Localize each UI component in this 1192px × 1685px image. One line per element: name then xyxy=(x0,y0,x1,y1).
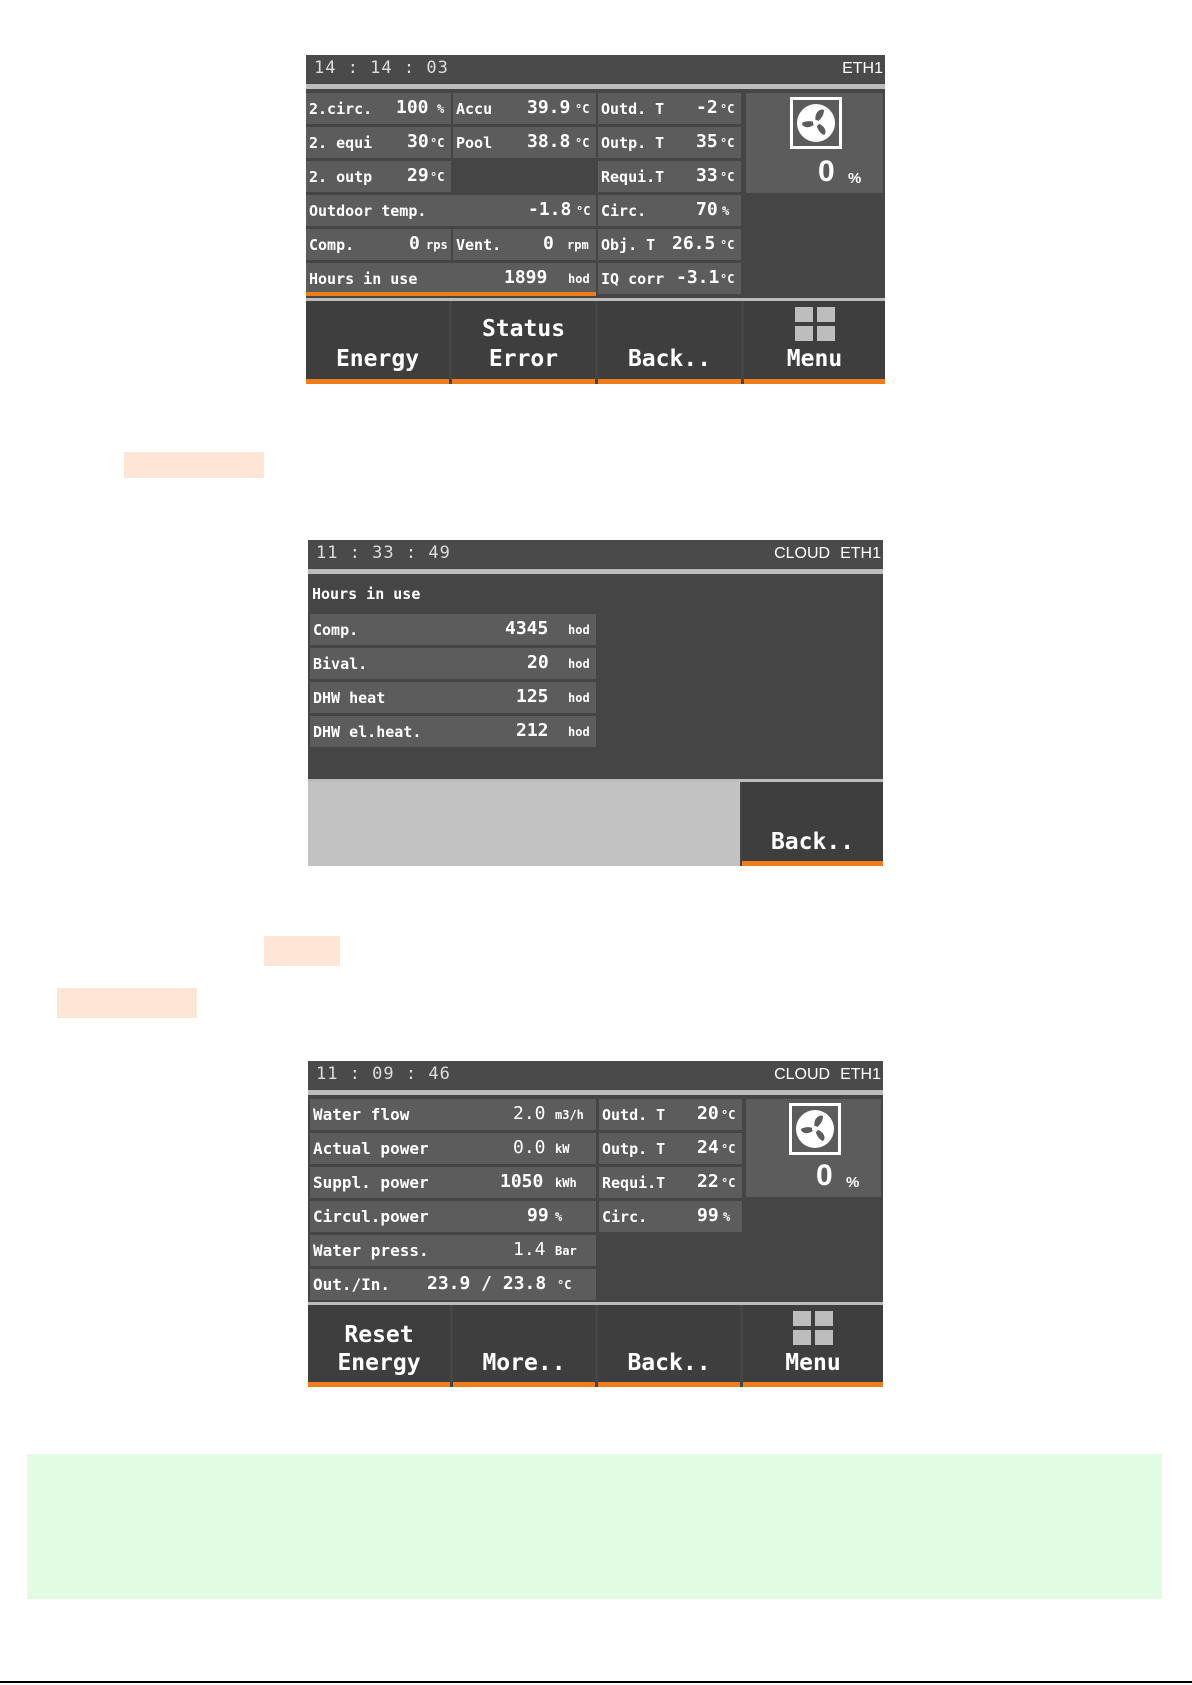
cell-water-press: Water press. 1.4 Bar xyxy=(310,1235,596,1266)
separator xyxy=(306,84,885,89)
eth-label: ETH1 xyxy=(840,1066,881,1083)
cell-2-circ: 2.circ. 100 % xyxy=(306,93,451,124)
cell-pool: Pool 38.8 °C xyxy=(453,127,596,158)
status-bar xyxy=(308,1061,883,1089)
fan-icon xyxy=(789,1103,841,1155)
eth-label: ETH1 xyxy=(842,60,883,77)
fan-panel xyxy=(746,93,883,193)
row-bival: Bival. 20 hod xyxy=(310,648,596,679)
menu-button[interactable]: Menu xyxy=(744,301,885,384)
cell-outdoor-temp: Outdoor temp. -1.8 °C xyxy=(306,195,596,226)
row-comp: Comp. 4345 hod xyxy=(310,614,596,645)
fan-unit: % xyxy=(846,1174,860,1191)
screen-hours-in-use xyxy=(308,540,883,866)
eth-label: ETH1 xyxy=(840,545,881,562)
cell-outd-t: Outd. T -2 °C xyxy=(598,93,741,124)
cell-comp: Comp. 0 rps xyxy=(306,229,451,260)
cloud-label: CLOUD xyxy=(774,1066,831,1083)
highlight-bar xyxy=(264,936,340,966)
cell-suppl-power: Suppl. power 1050 kWh xyxy=(310,1167,596,1198)
row-dhw-heat: DHW heat 125 hod xyxy=(310,682,596,713)
cell-hours-in-use[interactable]: Hours in use 1899 hod xyxy=(306,263,596,296)
menu-grid-icon xyxy=(793,1311,833,1347)
energy-button[interactable]: Energy xyxy=(306,301,449,384)
more-button[interactable]: More.. xyxy=(453,1305,595,1387)
fan-percent: 0 xyxy=(818,155,835,188)
fan-percent: 0 xyxy=(816,1159,833,1192)
clock: 11 : 33 : 49 xyxy=(316,543,451,563)
footer-empty-area xyxy=(308,782,740,866)
cell-vent: Vent. 0 rpm xyxy=(453,229,596,260)
cell-requi-t: Requi.T 33 °C xyxy=(598,161,741,192)
cell-requi-t: Requi.T 22 °C xyxy=(599,1167,742,1198)
cell-actual-power: Actual power 0.0 kW xyxy=(310,1133,596,1164)
back-button[interactable]: Back.. xyxy=(598,1305,740,1387)
cell-circ: Circ. 99 % xyxy=(599,1201,742,1232)
network-indicator xyxy=(764,545,881,563)
fan-icon xyxy=(790,97,842,149)
back-button[interactable]: Back.. xyxy=(598,301,741,384)
cell-outd-t: Outd. T 20 °C xyxy=(599,1099,742,1130)
separator xyxy=(308,569,883,574)
screen-energy xyxy=(308,1061,883,1387)
status-bar xyxy=(306,55,885,83)
clock: 11 : 09 : 46 xyxy=(316,1064,451,1084)
network-indicator xyxy=(764,1066,881,1084)
status-bar xyxy=(308,540,883,568)
cell-obj-t: Obj. T 26.5 °C xyxy=(598,229,741,260)
cell-outp-t: Outp. T 35 °C xyxy=(598,127,741,158)
note-box xyxy=(27,1454,1162,1599)
clock: 14 : 14 : 03 xyxy=(314,58,449,78)
reset-energy-button[interactable]: Reset Energy xyxy=(308,1305,450,1387)
menu-grid-icon xyxy=(795,307,835,343)
cloud-label: CLOUD xyxy=(774,545,831,562)
fan-unit: % xyxy=(848,170,862,187)
cell-iq-corr: IQ corr -3.1 °C xyxy=(598,263,741,294)
cell-accu: Accu 39.9 °C xyxy=(453,93,596,124)
page-bottom-rule xyxy=(0,1681,1192,1683)
highlight-bar xyxy=(57,988,197,1018)
cell-circ: Circ. 70 % xyxy=(598,195,741,226)
back-button[interactable]: Back.. xyxy=(742,782,883,866)
status-error-button[interactable]: Status Error xyxy=(452,301,595,384)
screen-status-overview xyxy=(306,55,885,384)
menu-button[interactable]: Menu xyxy=(743,1305,883,1387)
cell-circul-power: Circul.power 99 % xyxy=(310,1201,596,1232)
network-indicator xyxy=(832,60,883,78)
row-dhw-el-heat: DHW el.heat. 212 hod xyxy=(310,716,596,747)
cell-outp-t: Outp. T 24 °C xyxy=(599,1133,742,1164)
cell-2-outp: 2. outp 29 °C xyxy=(306,161,451,192)
cell-out-in: Out./In. 23.9 / 23.8 °C xyxy=(310,1269,596,1300)
fan-panel xyxy=(746,1099,881,1197)
cell-2-equi: 2. equi 30 °C xyxy=(306,127,451,158)
highlight-bar xyxy=(124,452,264,478)
cell-water-flow: Water flow 2.0 m3/h xyxy=(310,1099,596,1130)
separator xyxy=(308,1090,883,1095)
page-title: Hours in use xyxy=(312,585,421,603)
